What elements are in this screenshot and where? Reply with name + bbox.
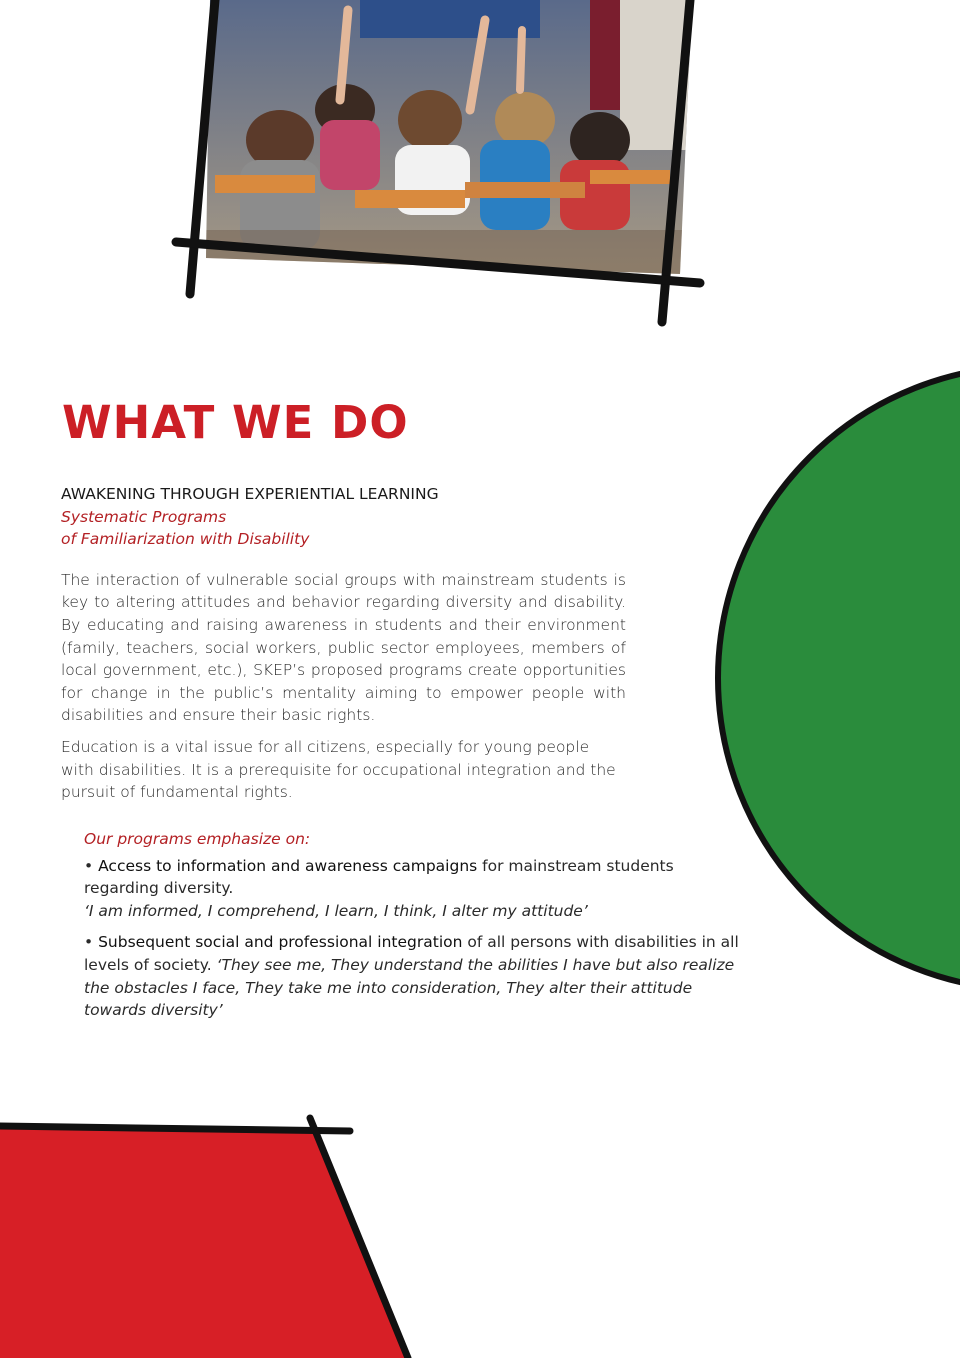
bullet-text: for mainstream students regarding diversity.: [84, 856, 674, 898]
bullet-text: of all persons with disabilities in all levels of society.: [84, 933, 739, 974]
bullet-icon: •: [84, 933, 94, 952]
green-circle: [718, 366, 960, 990]
bullet-quote: ‘I am informed, I comprehend, I learn, I think, I alter my attitude’: [84, 901, 588, 920]
bullet-icon: •: [84, 856, 94, 875]
red-trapezoid: [0, 1128, 408, 1358]
red-trapezoid-top-edge: [0, 1126, 350, 1131]
paragraph-education: Education is a vital issue for all citizens, especially for young people with disabilities. It is a prerequisite for occupational integration and the pursuit of fundamental rights.: [61, 737, 616, 802]
section-subtitle-line-2: of Familiarization with Disability: [61, 530, 310, 549]
bullet-strong-text: Access to information and awareness campaigns: [98, 856, 478, 875]
emphasis-section: [84, 828, 749, 1022]
bullet-quote: ‘They see me, They understand the abilities I have but also realize the obstacles I face, They take me into consideration, They alter their attitude towards diversity’: [84, 955, 735, 1020]
list-item: [84, 931, 749, 1021]
section-subtitle-line-1: Systematic Programs: [61, 507, 227, 526]
intro-section: [61, 483, 626, 804]
list-item: [84, 855, 749, 923]
emphasis-title: Our programs emphasize on:: [84, 830, 311, 848]
page-title: WHAT WE DO: [62, 396, 409, 449]
bullet-strong-text: Subsequent social and professional integration: [98, 933, 463, 952]
section-kicker: AWAKENING THROUGH EXPERIENTIAL LEARNING: [61, 485, 439, 503]
classroom-photo: [0, 0, 960, 340]
paragraph-interaction: The interaction of vulnerable social groups with mainstream students is key to altering attitudes and behavior regarding diversity and disability. By educating and raising awareness in students and their environment (family, teachers, social workers, public sector employees, members of local government, etc.), SKEP’s proposed programs create opportunities for change in the public’s mentality aiming to empower people with disabilities and ensure their basic rights.: [61, 570, 626, 725]
